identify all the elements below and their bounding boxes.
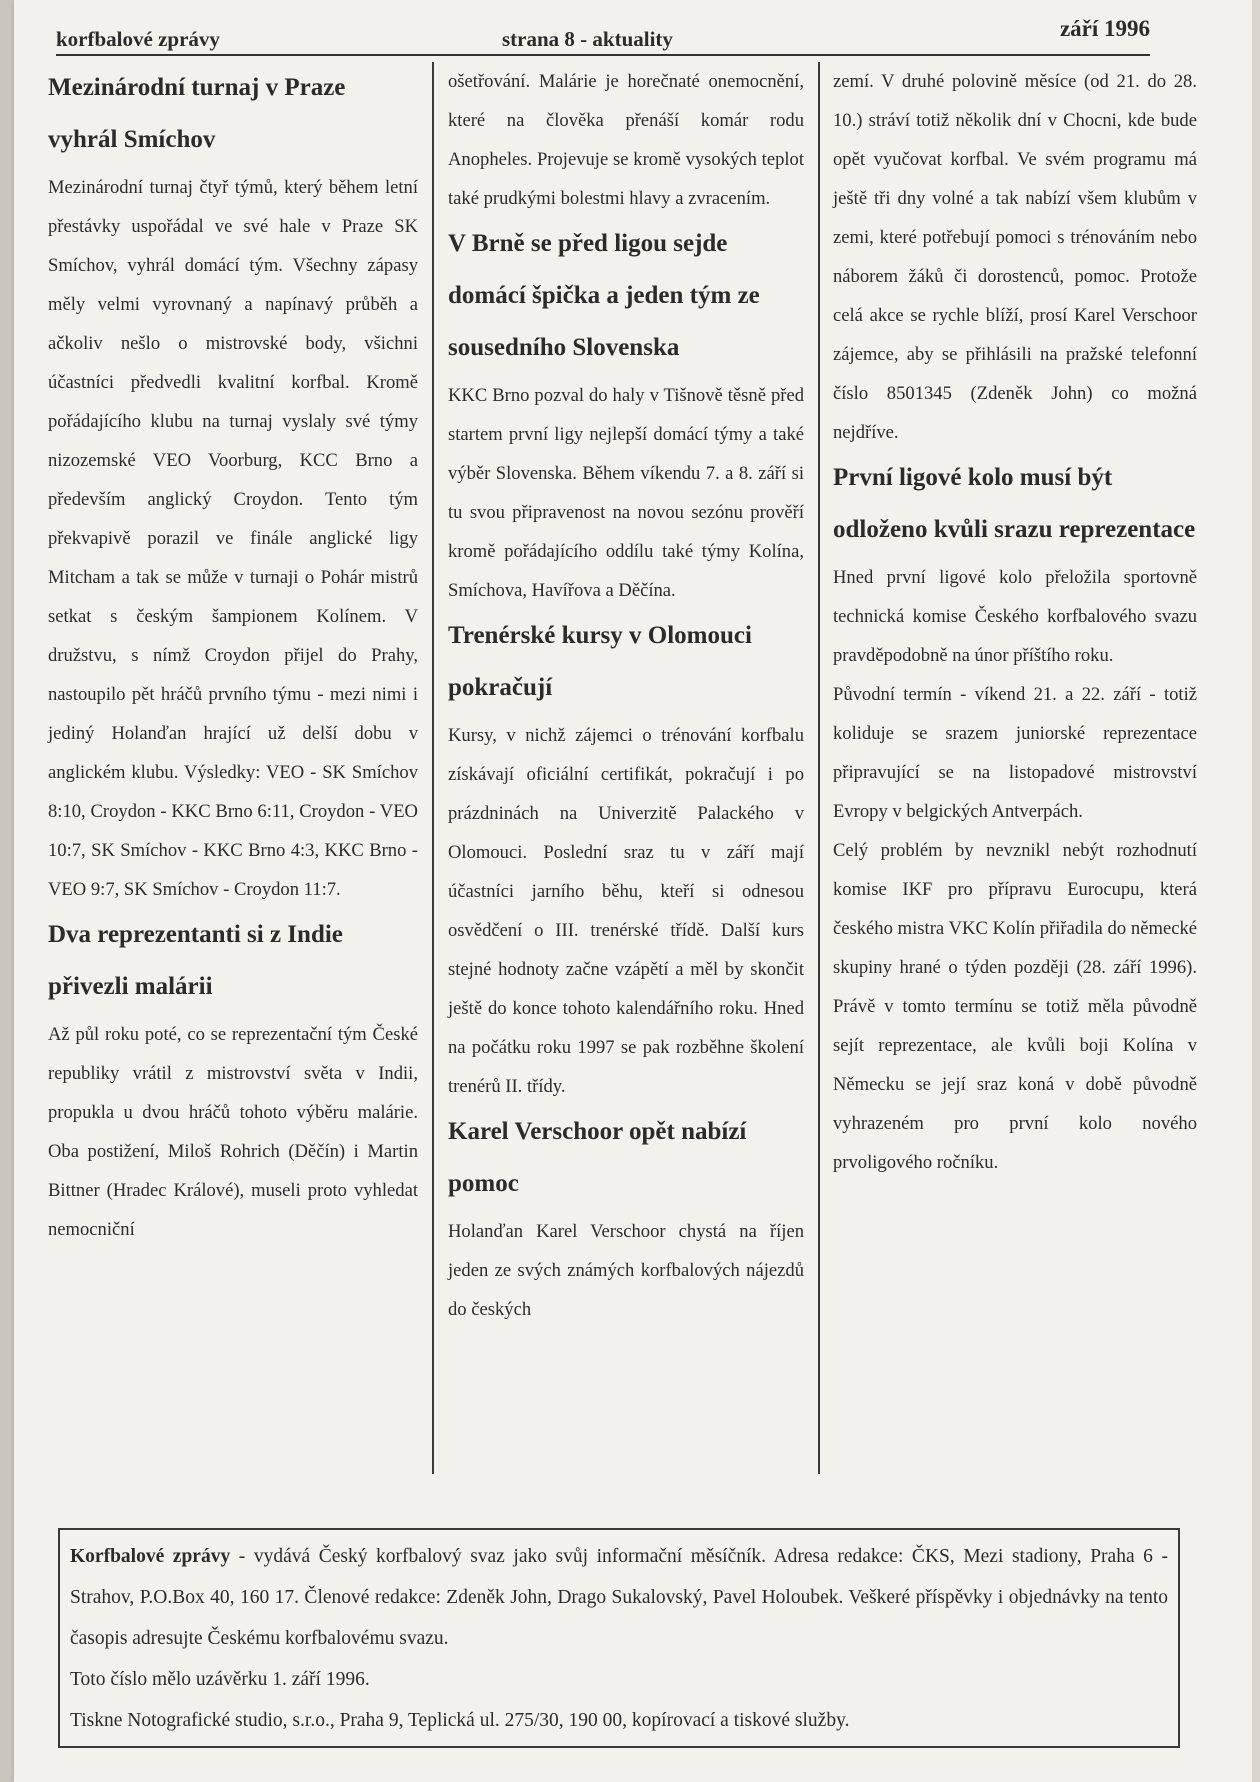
imprint-body: - vydává Český korfbalový svaz jako svůj informační měsíčník. Adresa redakce: ČKS, Mezi stadiony, Praha 6 - Strahov, P.O.Box 40, 160 17. Členové redakce: Zdeněk John, Drago Sukalovský, Pavel Holoubek. Veškeré příspěvky i objednávky na tento časopis adresujte Českému korfbalovému svazu. — [70, 1546, 1168, 1649]
article-title: První ligové kolo musí být odloženo kvůli srazu reprezentace — [833, 464, 1196, 543]
column-divider — [818, 62, 820, 1474]
article-body: Holanďan Karel Verschoor chystá na říjen jeden ze svých známých korfbalových nájezdů do českých — [448, 1221, 804, 1320]
article-title: Trenérské kursy v Olomouci pokračují — [448, 622, 752, 701]
imprint-printer: Tiskne Notografické studio, s.r.o., Praha 9, Teplická ul. 275/30, 190 00, kopírovací a tiskové služby. — [70, 1710, 850, 1731]
imprint-title: Korfbalové zprávy — [70, 1546, 231, 1567]
article-title: Mezinárodní turnaj v Praze vyhrál Smíchov — [48, 74, 346, 153]
page-header — [56, 14, 1150, 56]
column-1 — [48, 62, 418, 1249]
article-body: Mezinárodní turnaj čtyř týmů, který během letní přestávky uspořádal ve své hale v Praze SK Smíchov, vyhrál domácí tým. Všechny zápasy měly velmi vyrovnaný a napínavý průběh a ačkoliv nešlo o mistrovské body, všichni účastníci předvedli kvalitní korfbal. Kromě pořádajícího klubu na turnaj vyslaly své týmy nizozemské VEO Voorburg, KCC Brno a především anglický Croydon. Tento tým překvapivě porazil ve finále anglické ligy Mitcham a tak se může v turnaji o Pohár mistrů setkat s českým šampionem Kolínem. V družstvu, s nímž Croydon přijel do Prahy, nastoupilo pět hráčů prvního týmu - mezi nimi i jediný Holanďan hrající už delší dobu v anglickém klubu. Výsledky: VEO - SK Smíchov 8:10, Croydon - KKC Brno 6:11, Croydon - VEO 10:7, SK Smíchov - KKC Brno 4:3, KKC Brno - VEO 9:7, SK Smíchov - Croydon 11:7. — [48, 177, 418, 900]
article-body: Až půl roku poté, co se reprezentační tým České republiky vrátil z mistrovství světa v Indii, propukla u dvou hráčů tohoto výběru malárie. Oba postižení, Miloš Rohrich (Děčín) i Martin Bittner (Hradec Králové), museli proto vyhledat nemocniční — [48, 1024, 418, 1240]
imprint-text — [70, 1536, 1168, 1659]
article-body: Původní termín - víkend 21. a 22. září - totiž koliduje se srazem juniorské reprezentace připravující se na listopadové mistrovství Evropy v belgických Antverpách. — [833, 684, 1197, 822]
column-2 — [448, 62, 804, 1329]
article-body: ošetřování. Malárie je horečnaté onemocnění, které na člověka přenáší komár rodu Anopheles. Projevuje se kromě vysokých teplot také prudkými bolestmi hlavy a zvracením. — [448, 71, 804, 209]
article-title: Dva reprezentanti si z Indie přivezli malárii — [48, 921, 343, 1000]
page-section: strana 8 - aktuality — [502, 27, 673, 51]
issue-date: září 1996 — [1059, 16, 1150, 41]
article-body: Hned první ligové kolo přeložila sportovně technická komise Českého korfbalového svazu pravděpodobně na únor příštího roku. — [833, 567, 1197, 666]
article-body: KKC Brno pozval do haly v Tišnově těsně před startem první ligy nejlepší domácí týmy a také výběr Slovenska. Během víkendu 7. a 8. září si tu svou připravenost na novou sezónu prověří kromě pořádajícího oddílu také týmy Kolína, Smíchova, Havířova a Děčína. — [448, 385, 804, 601]
column-3 — [833, 62, 1197, 1182]
article-body: Celý problém by nevznikl nebýt rozhodnutí komise IKF pro přípravu Eurocupu, která českého mistra VKC Kolín přiřadila do německé skupiny hrané o týden později (28. září 1996). Právě v tomto termínu se totiž měla původně sejít reprezentace, ale kvůli boji Kolína v Německu se její sraz koná v době původně vyhrazeném pro první kolo nového prvoligového ročníku. — [833, 840, 1197, 1173]
column-divider — [432, 62, 434, 1474]
imprint-deadline: Toto číslo mělo uzávěrku 1. září 1996. — [70, 1669, 370, 1690]
page-right-edge — [1252, 0, 1260, 1782]
page-left-edge — [0, 0, 14, 1782]
article-title: V Brně se před ligou sejde domácí špička a jeden tým ze sousedního Slovenska — [448, 230, 760, 361]
imprint-box — [58, 1528, 1180, 1748]
article-title: Karel Verschoor opět nabízí pomoc — [448, 1118, 747, 1197]
article-body: zemí. V druhé polovině měsíce (od 21. do 28. 10.) stráví totiž několik dní v Chocni, kde bude opět vyučovat korfbal. Ve svém programu má ještě tři dny volné a tak nabízí všem klubům v zemi, které potřebují pomoci s trénováním nebo náborem žáků či dorostenců, pomoc. Protože celá akce se rychle blíží, prosí Karel Verschoor zájemce, aby se přihlásili na pražské telefonní číslo 8501345 (Zdeněk John) co možná nejdříve. — [833, 71, 1197, 443]
publication-name: korfbalové zprávy — [56, 27, 220, 51]
article-body: Kursy, v nichž zájemci o trénování korfbalu získávají oficiální certifikát, pokračují i po prázdninách na Univerzitě Palackého v Olomouci. Poslední sraz tu v září mají účastníci jarního běhu, kteří si odnesou osvědčení o III. trenérské třídě. Další kurs stejné hodnoty začne vzápětí a měl by skončit ještě do konce tohoto kalendářního roku. Hned na počátku roku 1997 se pak rozběhne školení trenérů II. třídy. — [448, 725, 804, 1097]
